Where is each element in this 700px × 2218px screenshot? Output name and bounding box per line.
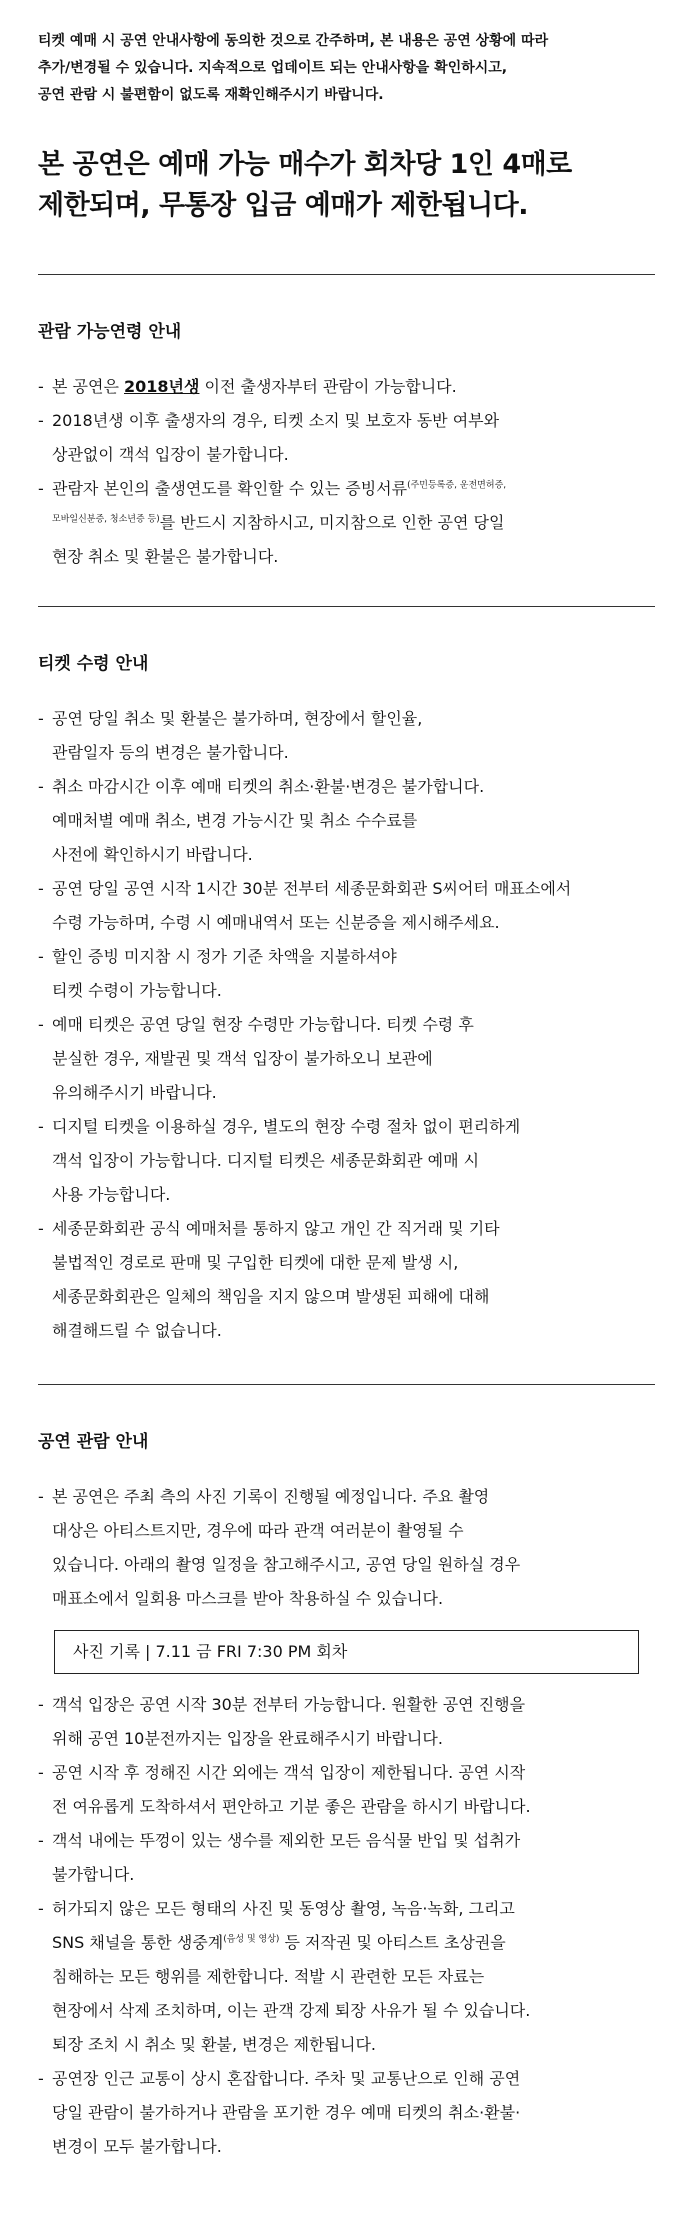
text: 현장 취소 및 환불은 불가합니다. (52, 547, 279, 566)
text: 세종문화회관은 일체의 책임을 지지 않으며 발생된 피해에 대해 (52, 1287, 490, 1306)
headline-line: 본 공연은 예매 가능 매수가 회차당 1인 4매로 (38, 149, 572, 180)
text: 취소 마감시간 이후 예매 티켓의 취소·환불·변경은 불가합니다. (52, 777, 485, 796)
dash: - (38, 1695, 44, 1714)
text: 공연 당일 공연 시작 1시간 30분 전부터 세종문화회관 S씨어터 매표소에서 (52, 879, 572, 898)
list-item (38, 1688, 655, 1756)
text: 등 저작권 및 아티스트 초상권을 (279, 1933, 506, 1952)
dash: - (38, 1487, 44, 1506)
text: 이전 출생자부터 관람이 가능합니다. (199, 377, 457, 396)
dash: - (38, 1763, 44, 1782)
intro-line: 티켓 예매 시 공연 안내사항에 동의한 것으로 간주하며, 본 내용은 공연 상황에 따라 (38, 33, 549, 49)
dash: - (38, 1899, 44, 1918)
text: 당일 관람이 불가하거나 관람을 포기한 경우 예매 티켓의 취소·환불· (52, 2103, 521, 2122)
headline (38, 144, 655, 226)
intro-line: 공연 관람 시 불편함이 없도록 재확인해주시기 바랍니다. (38, 87, 384, 103)
id-doc-note: 모바일신분증, 청소년증 등) (52, 514, 160, 525)
text: 객석 입장은 공연 시작 30분 전부터 가능합니다. 원활한 공연 진행을 (52, 1695, 526, 1714)
text: 상관없이 객석 입장이 불가합니다. (52, 445, 289, 464)
text: 변경이 모두 불가합니다. (52, 2137, 222, 2156)
dash: - (38, 377, 44, 396)
text: 위해 공연 10분전까지는 입장을 완료해주시기 바랍니다. (52, 1729, 443, 1748)
list-item (38, 2062, 655, 2164)
dash: - (38, 2069, 44, 2088)
dash: - (38, 947, 44, 966)
dash: - (38, 1219, 44, 1238)
ticket-section (38, 607, 655, 1384)
list-item (38, 872, 655, 940)
dash: - (38, 1015, 44, 1034)
text: 티켓 수령이 가능합니다. (52, 981, 222, 1000)
text: 디지털 티켓을 이용하실 경우, 별도의 현장 수령 절차 없이 편리하게 (52, 1117, 521, 1136)
dash: - (38, 1117, 44, 1136)
list-item (38, 1480, 655, 1616)
dash: - (38, 709, 44, 728)
viewing-section (38, 1385, 655, 2200)
text: 매표소에서 일회용 마스크를 받아 착용하실 수 있습니다. (52, 1589, 444, 1608)
list-item (38, 1756, 655, 1824)
list-item (38, 1008, 655, 1110)
text: 관람자 본인의 출생연도를 확인할 수 있는 증빙서류 (52, 479, 408, 498)
text: 본 공연은 (52, 377, 124, 396)
text: 사용 가능합니다. (52, 1185, 171, 1204)
text: 예매 티켓은 공연 당일 현장 수령만 가능합니다. 티켓 수령 후 (52, 1015, 474, 1034)
list-item (38, 770, 655, 872)
section-title: 관람 가능연령 안내 (38, 322, 182, 342)
text: 세종문화회관 공식 예매처를 통하지 않고 개인 간 직거래 및 기타 (52, 1219, 500, 1238)
list-item (38, 702, 655, 770)
text: 분실한 경우, 재발권 및 객석 입장이 불가하오니 보관에 (52, 1049, 433, 1068)
age-section (38, 275, 655, 606)
list-item (38, 472, 655, 574)
text: 할인 증빙 미지참 시 정가 기준 차액을 지불하셔야 (52, 947, 397, 966)
section-title: 공연 관람 안내 (38, 1432, 149, 1452)
id-doc-note: (주민등록증, 운전면허증, (407, 480, 507, 491)
section-title: 티켓 수령 안내 (38, 654, 149, 674)
intro-line: 추가/변경될 수 있습니다. 지속적으로 업데이트 되는 안내사항을 확인하시고, (38, 60, 508, 76)
text: 불법적인 경로로 판매 및 구입한 티켓에 대한 문제 발생 시, (52, 1253, 459, 1272)
text: 공연 시작 후 정해진 시간 외에는 객석 입장이 제한됩니다. 공연 시작 (52, 1763, 526, 1782)
text: 관람일자 등의 변경은 불가합니다. (52, 743, 289, 762)
text: 퇴장 조치 시 취소 및 환불, 변경은 제한됩니다. (52, 2035, 376, 2054)
text: 수령 가능하며, 수령 시 예매내역서 또는 신분증을 제시해주세요. (52, 913, 500, 932)
text: 사전에 확인하시기 바랍니다. (52, 845, 253, 864)
text: 대상은 아티스트지만, 경우에 따라 관객 여러분이 촬영될 수 (52, 1521, 464, 1540)
list-item (38, 940, 655, 1008)
list-item (38, 370, 655, 404)
text: 있습니다. 아래의 촬영 일정을 참고해주시고, 공연 당일 원하실 경우 (52, 1555, 521, 1574)
text: 를 반드시 지참하시고, 미지참으로 인한 공연 당일 (159, 513, 505, 532)
dash: - (38, 411, 44, 430)
list-item (38, 1892, 655, 2062)
text: 침해하는 모든 행위를 제한합니다. 적발 시 관련한 모든 자료는 (52, 1967, 485, 1986)
text: 해결해드릴 수 없습니다. (52, 1321, 222, 1340)
dash: - (38, 879, 44, 898)
list-item (38, 1110, 655, 1212)
text: 본 공연은 주최 측의 사진 기록이 진행될 예정입니다. 주요 촬영 (52, 1487, 490, 1506)
list-item (38, 1212, 655, 1348)
photo-schedule-box: 사진 기록 | 7.11 금 FRI 7:30 PM 회차 (54, 1630, 639, 1674)
text: SNS 채널을 통한 생중계 (52, 1933, 224, 1952)
dash: - (38, 777, 44, 796)
text: 객석 내에는 뚜껑이 있는 생수를 제외한 모든 음식물 반입 및 섭취가 (52, 1831, 521, 1850)
text: 불가합니다. (52, 1865, 135, 1884)
text: 현장에서 삭제 조치하며, 이는 관객 강제 퇴장 사유가 될 수 있습니다. (52, 2001, 531, 2020)
note: (음성 및 영상) (223, 1934, 280, 1945)
text: 예매처별 예매 취소, 변경 가능시간 및 취소 수수료를 (52, 811, 418, 830)
dash: - (38, 1831, 44, 1850)
text: 전 여유롭게 도착하셔서 편안하고 기분 좋은 관람을 하시기 바랍니다. (52, 1797, 531, 1816)
dash: - (38, 479, 44, 498)
list-item (38, 1824, 655, 1892)
list-item (38, 404, 655, 472)
headline-line: 제한되며, 무통장 입금 예매가 제한됩니다. (38, 190, 529, 221)
intro-notice (38, 0, 655, 109)
birth-year-highlight: 2018년생 (124, 377, 200, 396)
text: 공연장 인근 교통이 상시 혼잡합니다. 주차 및 교통난으로 인해 공연 (52, 2069, 521, 2088)
text: 2018년생 이후 출생자의 경우, 티켓 소지 및 보호자 동반 여부와 (52, 411, 500, 430)
text: 객석 입장이 가능합니다. 디지털 티켓은 세종문화회관 예매 시 (52, 1151, 480, 1170)
text: 공연 당일 취소 및 환불은 불가하며, 현장에서 할인율, (52, 709, 423, 728)
text: 유의해주시기 바랍니다. (52, 1083, 217, 1102)
text: 허가되지 않은 모든 형태의 사진 및 동영상 촬영, 녹음·녹화, 그리고 (52, 1899, 515, 1918)
